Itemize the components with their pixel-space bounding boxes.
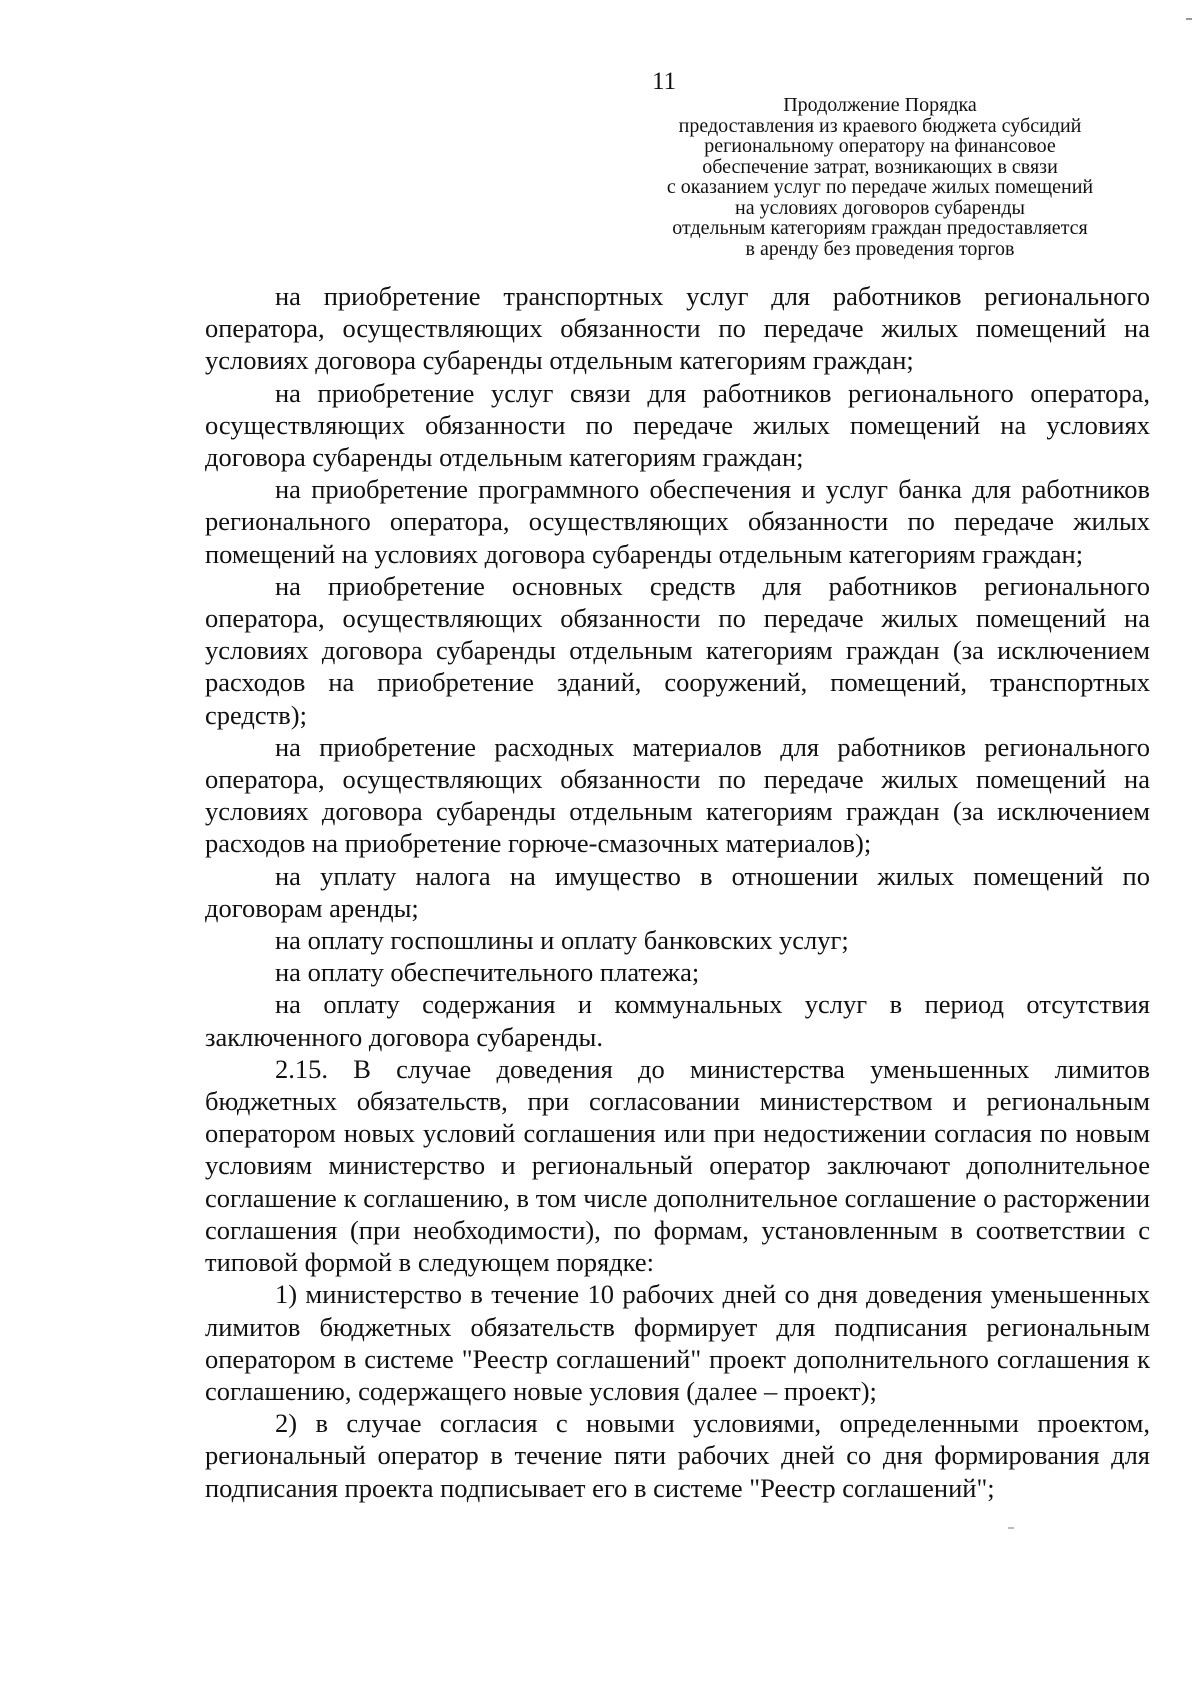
paragraph-item-2: 2) в случае согласия с новыми условиями, определенными проектом, региональный оператор в течение пяти рабочих дней со дня формирования для подписания проекта подписывает его в системе "Реестр соглашений";: [205, 1408, 1150, 1503]
document-header: [610, 95, 1150, 259]
header-line: Продолжение Порядка: [783, 94, 977, 116]
header-line: в аренду без проведения торгов: [745, 237, 1015, 260]
header-line: региональному оператору на финансовое: [704, 135, 1056, 157]
paragraph-utilities: на оплату содержания и коммунальных услуг в период отсутствия заключенного договора субаренды.: [205, 989, 1150, 1052]
paragraph-fixed-assets: на приобретение основных средств для работников регионального оператора, осуществляющих обязанности по передаче жилых помещений на условиях договора субаренды отдельным категориям граждан (за исключением расходов на приобретение зданий, сооружений, помещений, транспортных средств);: [205, 570, 1150, 730]
paragraph-property-tax: на уплату налога на имущество в отношении жилых помещений по договорам аренды;: [205, 860, 1150, 923]
paragraph-item-1: 1) министерство в течение 10 рабочих дней со дня доведения уменьшенных лимитов бюджетных обязательств формирует для подписания региональным оператором в системе "Реестр соглашений" проект дополнительного соглашения к соглашению, содержащего новые условия (далее – проект);: [205, 1279, 1150, 1406]
paragraph-section-2-15: 2.15. В случае доведения до министерства уменьшенных лимитов бюджетных обязательств, при согласовании министерством и региональным оператором новых условий соглашения или при недостижении согласия по новым условиям министерство и региональный оператор заключают дополнительное соглашение к соглашению, в том числе дополнительное соглашение о расторжении соглашения (при необходимости), по формам, установленным в соответствии с типовой формой в следующем порядке:: [205, 1053, 1150, 1278]
header-line: обеспечение затрат, возникающих в связи: [702, 155, 1058, 178]
header-line: на условиях договоров субаренды: [734, 196, 1025, 219]
header-line: с оказанием услуг по передаче жилых помещений: [666, 176, 1094, 198]
document-body: [205, 280, 1150, 1504]
page-number: 11: [652, 68, 677, 95]
paragraph-software-bank-services: на приобретение программного обеспечения и услуг банка для работников регионального оператора, осуществляющих обязанности по передаче жилых помещений на условиях договора субаренды отдельным категориям граждан;: [205, 474, 1150, 569]
scan-dot-mark: [1008, 1527, 1014, 1529]
paragraph-state-duty: на оплату госпошлины и оплату банковских услуг;: [275, 925, 849, 956]
paragraph-security-payment: на оплату обеспечительного платежа;: [275, 957, 700, 988]
paragraph-transport-services: на приобретение транспортных услуг для работников регионального оператора, осуществляющих обязанности по передаче жилых помещений на условиях договора субаренды отдельным категориям граждан;: [205, 281, 1150, 376]
header-line: предоставления из краевого бюджета субсидий: [678, 114, 1082, 137]
paragraph-communication-services: на приобретение услуг связи для работников регионального оператора, осуществляющих обязанности по передаче жилых помещений на условиях договора субаренды отдельным категориям граждан;: [205, 377, 1150, 473]
scan-margin-mark: [1186, 18, 1192, 20]
header-line: отдельным категориям граждан предоставляется: [672, 217, 1088, 239]
paragraph-consumables: на приобретение расходных материалов для работников регионального оператора, осуществляющих обязанности по передаче жилых помещений на условиях договора субаренды отдельным категориям граждан (за исключением расходов на приобретение горюче-смазочных материалов);: [205, 731, 1150, 859]
